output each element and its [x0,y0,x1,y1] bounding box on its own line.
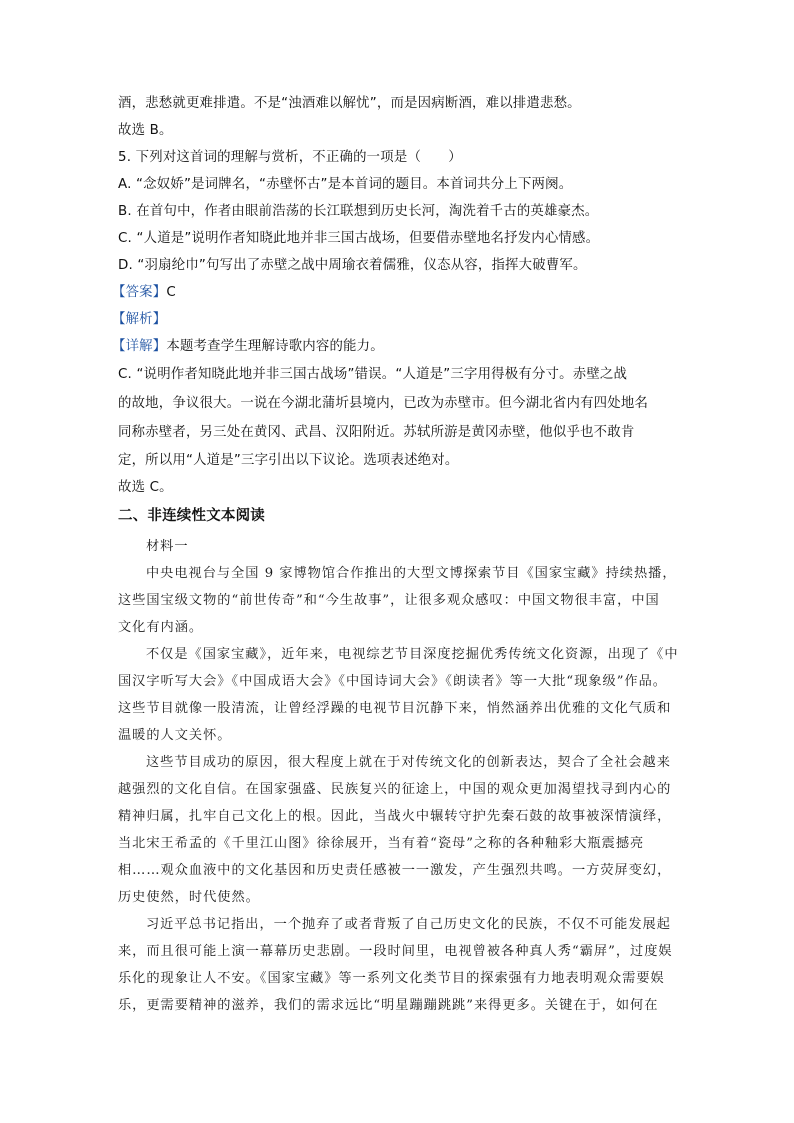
material-line: 这些节目成功的原因，很大程度上就在于对传统文化的创新表达，契合了全社会越来 [146,755,671,770]
answer-value: C [166,285,176,300]
explanation-line: 定，所以用“人道是”三字引出以下议论。选项表述绝对。 [118,453,459,468]
text-line: 故选 B。 [118,123,173,138]
option-a: A. “念奴娇”是词牌名，“赤壁怀古”是本首词的题目。本首词共分上下两阕。 [118,177,573,192]
text-line: 酒，悲愁就更难排遣。不是“浊酒难以解忧”，而是因病断酒，难以排遣悲愁。 [118,96,581,111]
material-line: 国汉字听写大会》《中国成语大会》《中国诗词大会》《朗读者》等一大批“现象级”作品。 [118,674,667,689]
answer-line [112,284,176,302]
material-line: 越强烈的文化自信。在国家强盛、民族复兴的征途上，中国的观众更加渴望找寻到内心的 [118,782,672,797]
material-line: 这些国宝级文物的“前世传奇”和“今生故事”，让很多观众感叹：中国文物很丰富，中国 [118,593,660,608]
material-label: 材料一 [146,539,189,554]
material-line: 不仅是《国家宝藏》，近年来，电视综艺节目深度挖掘优秀传统文化资源，出现了《中 [146,647,679,662]
section-title: 二、非连续性文本阅读 [118,508,265,524]
option-d: D. “羽扇纶巾”句写出了赤壁之战中周瑜衣着儒雅，仪态从容，指挥大破曹军。 [118,258,587,273]
question-5: 5. 下列对这首词的理解与赏析，不正确的一项是（ ） [118,150,462,165]
explanation-line: 同称赤壁者，另三处在黄冈、武昌、汉阳附近。苏轼所游是黄冈赤壁，他似乎也不敢肯 [118,425,635,440]
material-line: 温暖的人文关怀。 [118,728,232,743]
detail-text: 本题考查学生理解诗歌内容的能力。 [166,339,384,354]
material-line: 中央电视台与全国 9 家博物馆合作推出的大型文博探索节目《国家宝藏》持续热播， [146,566,677,581]
material-line: 当北宋王希孟的《千里江山图》徐徐展开，当有着“瓷母”之称的各种釉彩大瓶震撼亮 [118,836,645,851]
detail-tag: 【详解】 [112,339,167,354]
material-line: 乐化的现象让人不安。《国家宝藏》等一系列文化类节目的探索强有力地表明观众需要娱 [118,971,665,986]
material-line: 精神归属，扎牢自己文化上的根。因此，当战火中辗转守护先秦石鼓的故事被深情演绎， [118,809,672,824]
option-c: C. “人道是”说明作者知晓此地并非三国古战场，但要借赤壁地名抒发内心情感。 [118,231,600,246]
material-line: 历史使然，时代使然。 [118,890,260,905]
detail-line [112,338,384,356]
analysis-tag: 【解析】 [112,312,167,327]
material-line: 乐，更需要精神的滋养，我们的需求远比“明星蹦蹦跳跳”来得更多。关键在于，如何在 [118,998,659,1013]
option-b: B. 在首句中，作者由眼前浩荡的长江联想到历史长河，淘洗着千古的英雄豪杰。 [118,204,599,219]
answer-tag: 【答案】 [112,285,167,300]
explanation-line: 的故地，争议很大。一说在今湖北蒲圻县境内，已改为赤壁市。但今湖北省内有四处地名 [118,396,649,411]
material-line: 这些节目就像一股清流，让曾经浮躁的电视节目沉静下来，悄然涵养出优雅的文化气质和 [118,701,672,716]
material-line: 来，而且很可能上演一幕幕历史悲剧。一段时间里，电视曾被各种真人秀“霸屏”，过度娱 [118,944,673,959]
explanation-line: C. “说明作者知晓此地并非三国古战场”错误。“人道是”三字用得极有分寸。赤壁之战 [118,367,628,382]
material-line: 习近平总书记指出，一个抛弃了或者背叛了自己历史文化的民族，不仅不可能发展起 [146,917,671,932]
material-line: 文化有内涵。 [118,620,204,635]
choose-line: 故选 C。 [118,480,173,495]
material-line: 相……观众血液中的文化基因和历史责任感被一一激发，产生强烈共鸣。一方荧屏变幻， [118,863,672,878]
